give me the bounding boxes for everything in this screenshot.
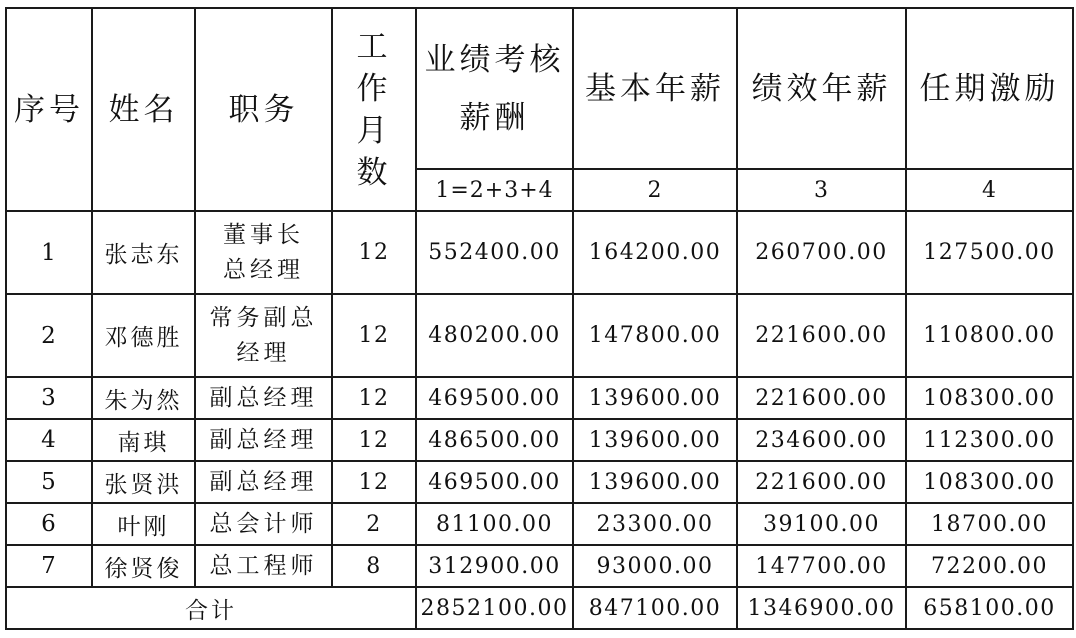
header-position: 职务 <box>195 8 332 211</box>
row-months: 2 <box>332 503 416 545</box>
formula-total: 1=2+3+4 <box>416 169 573 211</box>
row-position-line-1: 董事长 <box>223 221 304 248</box>
row-performance: 221600.00 <box>737 377 906 419</box>
row-incentive: 108300.00 <box>906 461 1073 503</box>
row-incentive: 112300.00 <box>906 419 1073 461</box>
row-seq: 4 <box>6 419 92 461</box>
header-total-pay <box>416 8 573 169</box>
row-performance: 234600.00 <box>737 419 906 461</box>
row-performance: 221600.00 <box>737 461 906 503</box>
row-total: 312900.00 <box>416 545 573 587</box>
row-incentive: 18700.00 <box>906 503 1073 545</box>
row-total: 480200.00 <box>416 294 573 377</box>
summary-label: 合计 <box>6 587 416 629</box>
row-incentive: 108300.00 <box>906 377 1073 419</box>
row-position-line-1: 常务副总 <box>209 304 318 331</box>
row-seq: 5 <box>6 461 92 503</box>
row-position-line-2: 总经理 <box>223 256 304 283</box>
formula-base: 2 <box>573 169 737 211</box>
row-performance: 260700.00 <box>737 211 906 294</box>
table-row <box>6 545 1073 587</box>
row-position-line-2: 经理 <box>236 339 291 366</box>
row-months: 12 <box>332 419 416 461</box>
header-months-line-2: 月 数 <box>356 112 392 191</box>
table-row <box>6 377 1073 419</box>
row-total: 81100.00 <box>416 503 573 545</box>
header-seq: 序号 <box>6 8 92 211</box>
header-row <box>6 8 1073 169</box>
row-position <box>195 211 332 294</box>
row-total: 469500.00 <box>416 461 573 503</box>
row-performance: 221600.00 <box>737 294 906 377</box>
table-row <box>6 419 1073 461</box>
row-performance: 147700.00 <box>737 545 906 587</box>
row-seq: 6 <box>6 503 92 545</box>
row-seq: 2 <box>6 294 92 377</box>
table-row <box>6 461 1073 503</box>
row-base: 147800.00 <box>573 294 737 377</box>
row-total: 486500.00 <box>416 419 573 461</box>
row-seq: 1 <box>6 211 92 294</box>
row-seq: 3 <box>6 377 92 419</box>
row-position: 总会计师 <box>195 503 332 545</box>
row-name: 叶刚 <box>92 503 195 545</box>
row-base: 23300.00 <box>573 503 737 545</box>
header-months <box>332 8 416 211</box>
row-months: 12 <box>332 294 416 377</box>
summary-row <box>6 587 1073 629</box>
row-name: 张志东 <box>92 211 195 294</box>
row-months: 8 <box>332 545 416 587</box>
row-total: 552400.00 <box>416 211 573 294</box>
row-position: 副总经理 <box>195 377 332 419</box>
salary-table <box>5 7 1074 630</box>
row-base: 164200.00 <box>573 211 737 294</box>
row-months: 12 <box>332 461 416 503</box>
header-name: 姓名 <box>92 8 195 211</box>
table-row <box>6 294 1073 377</box>
row-performance: 39100.00 <box>737 503 906 545</box>
row-months: 12 <box>332 377 416 419</box>
summary-total: 2852100.00 <box>416 587 573 629</box>
row-months: 12 <box>332 211 416 294</box>
formula-incentive: 4 <box>906 169 1073 211</box>
header-months-line-1: 工 作 <box>356 28 392 107</box>
row-incentive: 110800.00 <box>906 294 1073 377</box>
row-position: 副总经理 <box>195 461 332 503</box>
row-base: 93000.00 <box>573 545 737 587</box>
row-seq: 7 <box>6 545 92 587</box>
row-position <box>195 294 332 377</box>
summary-incentive: 658100.00 <box>906 587 1073 629</box>
header-performance-salary: 绩效年薪 <box>737 8 906 169</box>
row-name: 邓德胜 <box>92 294 195 377</box>
formula-performance: 3 <box>737 169 906 211</box>
summary-performance: 1346900.00 <box>737 587 906 629</box>
row-name: 朱为然 <box>92 377 195 419</box>
row-base: 139600.00 <box>573 377 737 419</box>
header-tenure-incentive: 任期激励 <box>906 8 1073 169</box>
summary-base: 847100.00 <box>573 587 737 629</box>
header-total-pay-line-1: 业绩考核 <box>424 41 565 78</box>
row-incentive: 72200.00 <box>906 545 1073 587</box>
row-name: 张贤洪 <box>92 461 195 503</box>
row-position: 副总经理 <box>195 419 332 461</box>
table-row <box>6 211 1073 294</box>
row-name: 徐贤俊 <box>92 545 195 587</box>
table-row <box>6 503 1073 545</box>
header-total-pay-line-2: 薪酬 <box>459 99 530 136</box>
row-position: 总工程师 <box>195 545 332 587</box>
row-total: 469500.00 <box>416 377 573 419</box>
row-base: 139600.00 <box>573 461 737 503</box>
header-base-salary: 基本年薪 <box>573 8 737 169</box>
row-name: 南琪 <box>92 419 195 461</box>
row-incentive: 127500.00 <box>906 211 1073 294</box>
row-base: 139600.00 <box>573 419 737 461</box>
